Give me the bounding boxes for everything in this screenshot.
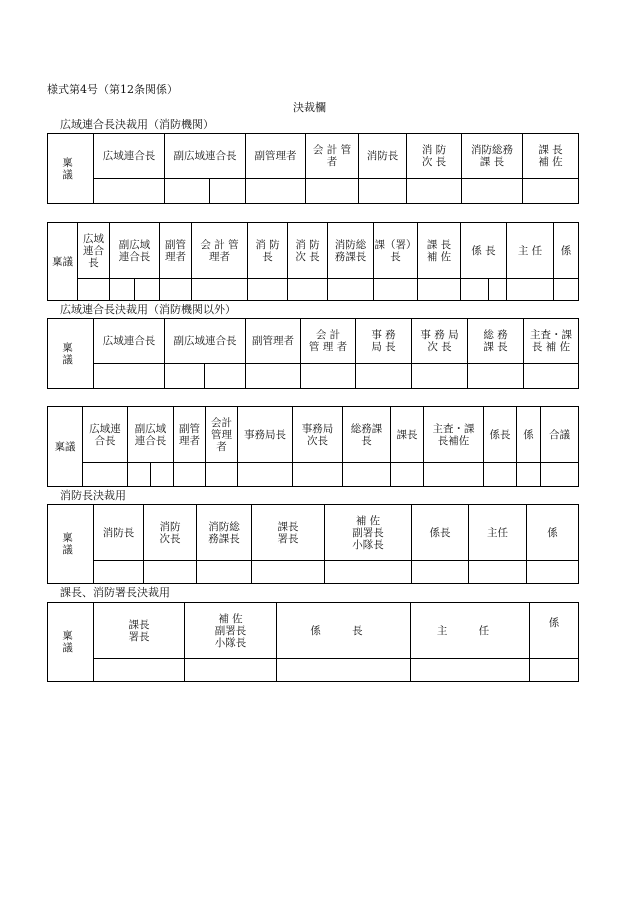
header-cell: 補 佐 副署長 小隊長 bbox=[185, 603, 277, 659]
stamp-cell[interactable] bbox=[523, 179, 579, 204]
stamp-cell[interactable] bbox=[411, 659, 530, 682]
stamp-cell[interactable] bbox=[530, 659, 579, 682]
stamp-cell[interactable] bbox=[94, 364, 165, 389]
header-cell: 課長 bbox=[391, 407, 424, 463]
form-number: 様式第4号（第12条関係） bbox=[47, 83, 178, 96]
header-cell: 課 長 補 佐 bbox=[418, 223, 461, 279]
stamp-cell[interactable] bbox=[248, 279, 288, 301]
header-cell: 副管 理者 bbox=[160, 223, 192, 279]
header-cell: 課長 署長 bbox=[252, 505, 325, 561]
stamp-cell[interactable] bbox=[288, 279, 328, 301]
approval-table-t6 bbox=[47, 602, 579, 682]
header-cell: 主査・課 長 補 佐 bbox=[524, 319, 579, 364]
header-cell: 会 計 管 者 bbox=[306, 134, 359, 179]
stamp-cell[interactable] bbox=[374, 279, 418, 301]
header-cell: 消防長 bbox=[94, 505, 144, 561]
stamp-cell[interactable] bbox=[135, 279, 160, 301]
header-cell: 広域連合長 bbox=[94, 319, 165, 364]
stamp-cell[interactable] bbox=[205, 364, 246, 389]
approval-table-t5 bbox=[47, 504, 579, 584]
header-cell: 係 長 bbox=[277, 603, 411, 659]
approval-table-t3 bbox=[47, 318, 579, 389]
stamp-cell[interactable] bbox=[210, 179, 246, 204]
stamp-cell[interactable] bbox=[238, 463, 293, 487]
section-title-t6: 課長、消防署長決裁用 bbox=[60, 586, 170, 599]
stamp-cell[interactable] bbox=[356, 364, 412, 389]
stamp-cell[interactable] bbox=[165, 364, 205, 389]
header-cell: 係長 bbox=[412, 505, 469, 561]
header-cell: 係長 bbox=[484, 407, 517, 463]
stamp-cell[interactable] bbox=[306, 179, 359, 204]
kigi-label: 稟 議 bbox=[48, 134, 94, 204]
stamp-cell[interactable] bbox=[489, 279, 507, 301]
stamp-cell[interactable] bbox=[174, 463, 206, 487]
header-cell: 消 防 次 長 bbox=[288, 223, 328, 279]
header-cell: 総務課 長 bbox=[343, 407, 391, 463]
stamp-cell[interactable] bbox=[293, 463, 343, 487]
stamp-cell[interactable] bbox=[541, 463, 579, 487]
header-cell: 消 防 長 bbox=[248, 223, 288, 279]
section-title-t3: 広域連合長決裁用（消防機関以外） bbox=[60, 303, 236, 316]
header-cell: 消防総務 課 長 bbox=[462, 134, 523, 179]
stamp-cell[interactable] bbox=[160, 279, 192, 301]
page-title: 決裁欄 bbox=[293, 101, 326, 114]
stamp-cell[interactable] bbox=[527, 561, 579, 584]
header-cell: 副管理者 bbox=[246, 319, 301, 364]
stamp-cell[interactable] bbox=[412, 364, 468, 389]
header-cell: 事 務 局 長 bbox=[356, 319, 412, 364]
stamp-cell[interactable] bbox=[165, 179, 210, 204]
stamp-cell[interactable] bbox=[110, 279, 135, 301]
header-cell: 事 務 局 次 長 bbox=[412, 319, 468, 364]
approval-table-t1 bbox=[47, 133, 579, 204]
stamp-cell[interactable] bbox=[554, 279, 579, 301]
header-cell: 主任 bbox=[469, 505, 527, 561]
header-cell: 消防総 務課長 bbox=[197, 505, 252, 561]
stamp-cell[interactable] bbox=[94, 659, 185, 682]
stamp-cell[interactable] bbox=[78, 279, 110, 301]
header-cell: 消 防 次 長 bbox=[407, 134, 462, 179]
header-cell: 事務局 次長 bbox=[293, 407, 343, 463]
header-cell: 係 bbox=[517, 407, 541, 463]
stamp-cell[interactable] bbox=[461, 279, 489, 301]
stamp-cell[interactable] bbox=[128, 463, 151, 487]
stamp-cell[interactable] bbox=[343, 463, 391, 487]
header-cell: 係 bbox=[530, 603, 579, 659]
stamp-cell[interactable] bbox=[246, 179, 306, 204]
stamp-cell[interactable] bbox=[94, 561, 144, 584]
header-cell: 会 計 管 理 者 bbox=[301, 319, 356, 364]
section-title-t1: 広域連合長決裁用（消防機関） bbox=[60, 118, 214, 131]
stamp-cell[interactable] bbox=[468, 364, 524, 389]
header-cell: 広域連 合長 bbox=[83, 407, 128, 463]
approval-table-t4 bbox=[47, 406, 579, 487]
header-cell: 主査・課 長補佐 bbox=[424, 407, 484, 463]
stamp-cell[interactable] bbox=[144, 561, 197, 584]
header-cell: 総 務 課 長 bbox=[468, 319, 524, 364]
header-cell: 副管 理者 bbox=[174, 407, 206, 463]
kigi-label: 稟 議 bbox=[48, 505, 94, 584]
header-cell: 合議 bbox=[541, 407, 579, 463]
kigi-label: 稟 議 bbox=[48, 603, 94, 682]
header-cell: 副管理者 bbox=[246, 134, 306, 179]
stamp-cell[interactable] bbox=[185, 659, 277, 682]
stamp-cell[interactable] bbox=[424, 463, 484, 487]
header-cell: 消防 次長 bbox=[144, 505, 197, 561]
stamp-cell[interactable] bbox=[359, 179, 407, 204]
header-cell: 消防長 bbox=[359, 134, 407, 179]
header-cell: 補 佐 副署長 小隊長 bbox=[325, 505, 412, 561]
header-cell: 副広域連合長 bbox=[165, 319, 246, 364]
stamp-cell[interactable] bbox=[197, 561, 252, 584]
stamp-cell[interactable] bbox=[524, 364, 579, 389]
kigi-label: 稟議 bbox=[48, 223, 78, 301]
header-cell: 主 任 bbox=[507, 223, 554, 279]
stamp-cell[interactable] bbox=[391, 463, 424, 487]
stamp-cell[interactable] bbox=[301, 364, 356, 389]
header-cell: 副広域 連合長 bbox=[128, 407, 174, 463]
kigi-label: 稟 議 bbox=[48, 319, 94, 389]
header-cell: 課（署） 長 bbox=[374, 223, 418, 279]
stamp-cell[interactable] bbox=[192, 279, 248, 301]
header-cell: 課長 署長 bbox=[94, 603, 185, 659]
stamp-cell[interactable] bbox=[462, 179, 523, 204]
header-cell: 副広域 連合長 bbox=[110, 223, 160, 279]
stamp-cell[interactable] bbox=[517, 463, 541, 487]
header-cell: 課 長 補 佐 bbox=[523, 134, 579, 179]
stamp-cell[interactable] bbox=[94, 179, 165, 204]
header-cell: 主 任 bbox=[411, 603, 530, 659]
header-cell: 係 bbox=[527, 505, 579, 561]
header-cell: 広域 連合 長 bbox=[78, 223, 110, 279]
header-cell: 会計 管理 者 bbox=[206, 407, 238, 463]
header-cell: 副広域連合長 bbox=[165, 134, 246, 179]
approval-table-t2 bbox=[47, 222, 579, 301]
stamp-cell[interactable] bbox=[412, 561, 469, 584]
stamp-cell[interactable] bbox=[484, 463, 517, 487]
stamp-cell[interactable] bbox=[469, 561, 527, 584]
stamp-cell[interactable] bbox=[507, 279, 554, 301]
header-cell: 広域連合長 bbox=[94, 134, 165, 179]
header-cell: 消防総 務課長 bbox=[328, 223, 374, 279]
header-cell: 会 計 管 理者 bbox=[192, 223, 248, 279]
header-cell: 事務局長 bbox=[238, 407, 293, 463]
stamp-cell[interactable] bbox=[206, 463, 238, 487]
stamp-cell[interactable] bbox=[277, 659, 411, 682]
section-title-t5: 消防長決裁用 bbox=[60, 489, 126, 502]
stamp-cell[interactable] bbox=[325, 561, 412, 584]
kigi-label: 稟議 bbox=[48, 407, 83, 487]
header-cell: 係 bbox=[554, 223, 579, 279]
header-cell: 係 長 bbox=[461, 223, 507, 279]
stamp-cell[interactable] bbox=[252, 561, 325, 584]
stamp-cell[interactable] bbox=[83, 463, 128, 487]
stamp-cell[interactable] bbox=[328, 279, 374, 301]
stamp-cell[interactable] bbox=[407, 179, 462, 204]
stamp-cell[interactable] bbox=[151, 463, 174, 487]
stamp-cell[interactable] bbox=[246, 364, 301, 389]
stamp-cell[interactable] bbox=[418, 279, 461, 301]
